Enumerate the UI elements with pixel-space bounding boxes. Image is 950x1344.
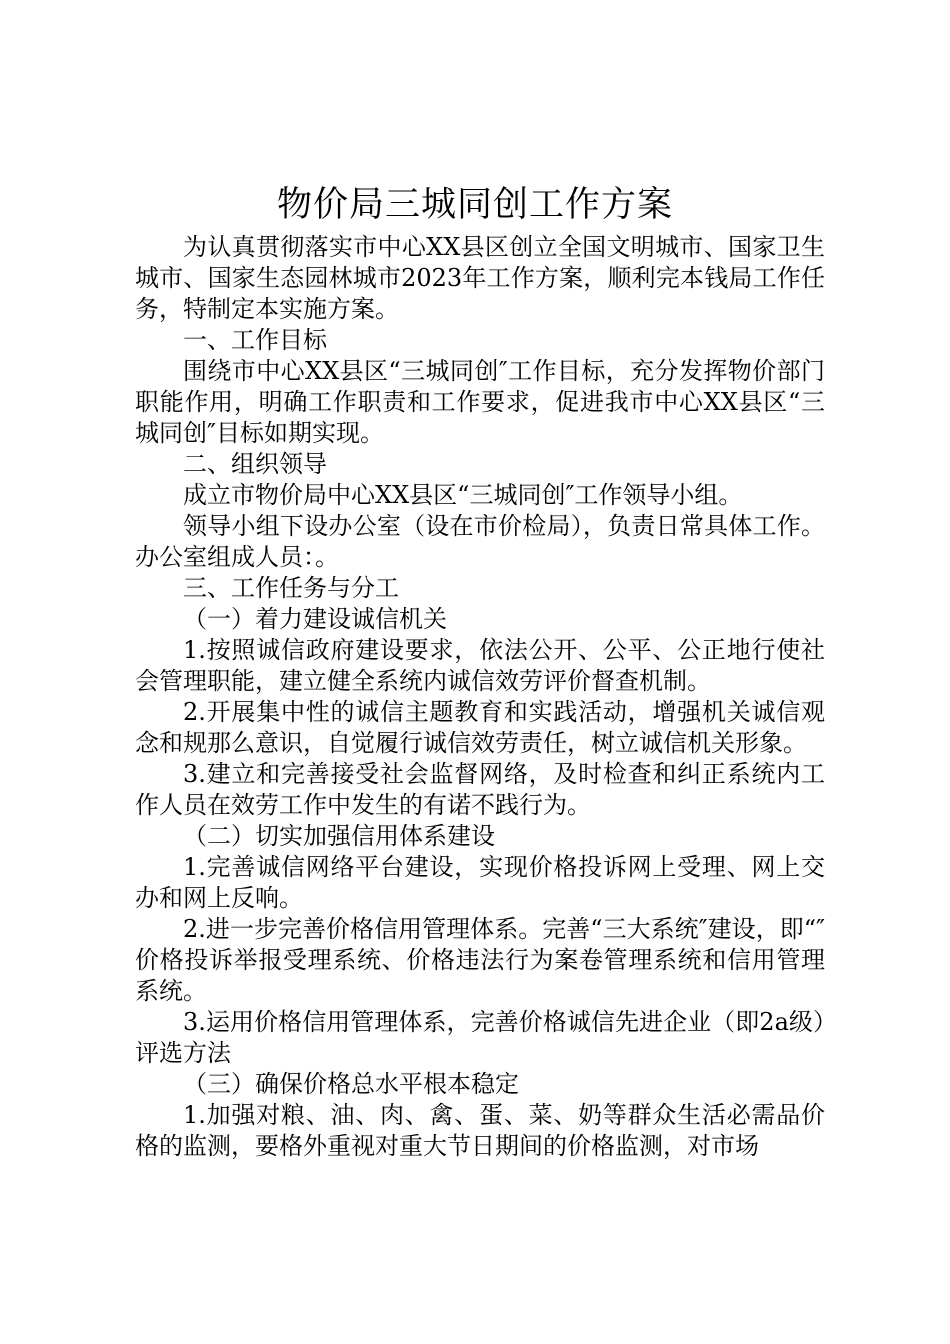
heading-work-goals: 一、工作目标 <box>183 326 327 354</box>
subheading-price-stability: （三）确保价格总水平根本稳定 <box>183 1070 519 1098</box>
document-title: 物价局三城同创工作方案 <box>276 185 673 225</box>
subheading-credit-system: （二）切实加强信用体系建设 <box>183 822 495 850</box>
list-item: 2.开展集中性的诚信主题教育和实践活动，增强机关诚信观念和规那么意识，自觉履行诚信效劳责任，树立诚信机关形象。 <box>135 698 825 757</box>
list-item: 3.运用价格信用管理体系，完善价格诚信先进企业（即2a级）评选方法 <box>135 1008 825 1067</box>
list-item: 1.加强对粮、油、肉、禽、蛋、菜、奶等群众生活必需品价格的监测，要格外重视对重大节日期间的价格监测，对市场 <box>135 1101 825 1160</box>
list-item: 1.按照诚信政府建设要求，依法公开、公平、公正地行使社会管理职能，建立健全系统内诚信效劳评价督查机制。 <box>135 636 825 695</box>
paragraph-work-goals: 围绕市中心XX县区“三城同创″工作目标，充分发挥物价部门职能作用，明确工作职责和工作要求，促进我市中心XX县区“三城同创″目标如期实现。 <box>135 357 825 447</box>
heading-organization: 二、组织领导 <box>183 450 327 478</box>
paragraph-leading-group: 成立市物价局中心XX县区“三城同创″工作领导小组。 <box>183 481 743 509</box>
list-item: 3.建立和完善接受社会监督网络，及时检查和纠正系统内工作人员在效劳工作中发生的有诺不践行为。 <box>135 760 825 819</box>
subheading-integrity-organ: （一）着力建设诚信机关 <box>183 605 447 633</box>
paragraph-intro: 为认真贯彻落实市中心XX县区创立全国文明城市、国家卫生城市、国家生态园林城市2023年工作方案，顺利完本钱局工作任务，特制定本实施方案。 <box>135 233 825 323</box>
paragraph-office: 领导小组下设办公室（设在市价检局），负责日常具体工作。办公室组成人员：。 <box>135 512 825 571</box>
list-item: 2.进一步完善价格信用管理体系。完善“三大系统″建设，即“″价格投诉举报受理系统、价格违法行为案卷管理系统和信用管理系统。 <box>135 915 825 1005</box>
heading-tasks: 三、工作任务与分工 <box>183 574 399 602</box>
list-item: 1.完善诚信网络平台建设，实现价格投诉网上受理、网上交办和网上反响。 <box>135 853 825 912</box>
document-body <box>135 232 825 1162</box>
